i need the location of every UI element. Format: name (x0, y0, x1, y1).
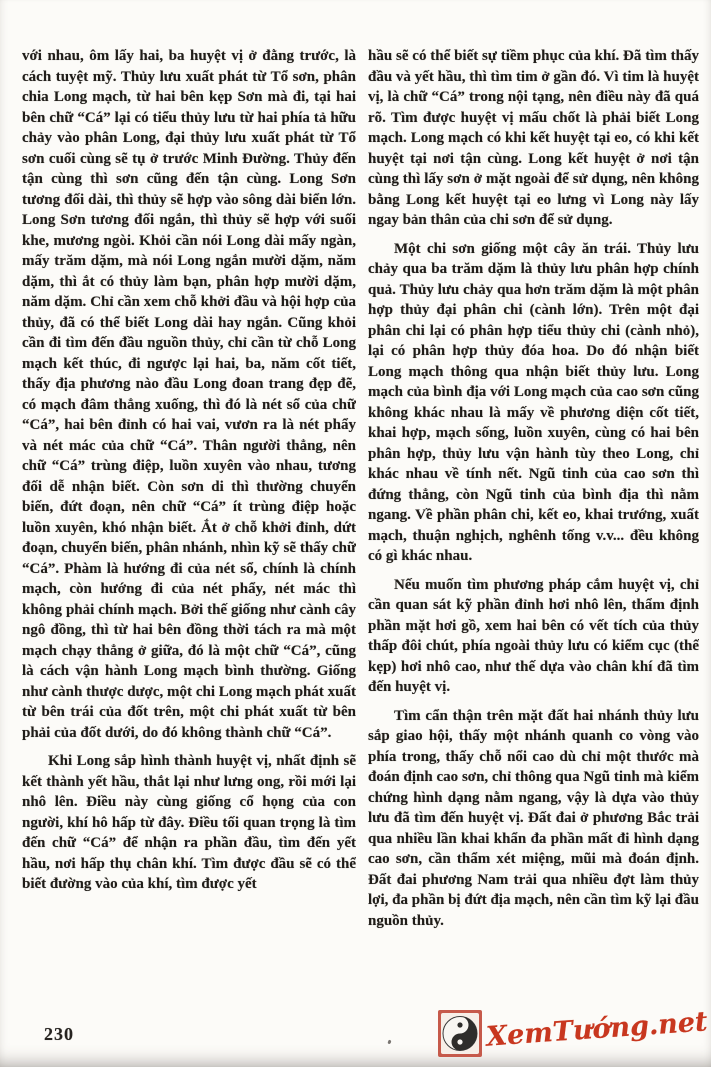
page-number: 230 (44, 1024, 74, 1044)
yin-yang-icon (438, 1010, 482, 1057)
watermark-text: XemTướng.net (485, 1006, 709, 1053)
paragraph: với nhau, ôm lấy hai, ba huyệt vị ở đằng trước, là cách tuyệt mỹ. Thủy lưu xuất phát từ Tổ sơn, phân chia Long mạch, từ hai bên kẹp Sơn mà đi, tại hai bên chữ “Cá” lại có tiểu thủy lưu từ hai phía tả hữu chảy vào phân Long, đại thủy lưu xuất phát từ Tổ sơn cuối cùng sẽ tụ ở trước Minh Đường. Thủy đến tận cùng thì sơn cũng đến tận cùng. Long Sơn tương đối dài, thì thủy sẽ hợp vào sông dài biển lớn. Long Sơn tương đối ngắn, thì thủy sẽ hợp với suối khe, mương ngòi. Khỏi cần nói Long dài mấy ngàn, mấy trăm dặm, mà nói Long ngắn mười dặm, năm dặm, thì ắt có thủy làm bạn, phân hợp mười dặm, năm dặm. Chỉ cần xem chỗ khởi đầu và hội hợp của thủy, đã có thể biết Long dài hay ngắn. Cũng khỏi cần đi tìm đến đầu nguồn thủy, chỉ cần từ chỗ Long mạch kết thúc, đi ngược lại hai, ba, năm cốt tiết, thấy địa phương nào đầu Long đoan trang đẹp đẽ, có mạch đâm thẳng xuống, thì đó là nét sổ của chữ “Cá”, hai bên đỉnh có hai vai, vươn ra là nét phẩy và nét mác của chữ “Cá”. Thân người thẳng, nên chữ “Cá” trùng điệp, luồn xuyên vào nhau, tương đối dễ nhận biết. Còn sơn di thì thường chuyển biến, đứt đoạn, nên chữ “Cá” ít trùng điệp hoặc luồn xuyên, khó nhận biết. Ắt ở chỗ khởi đỉnh, dứt đoạn, chuyển biến, phân nhánh, nhìn kỹ sẽ thấy chữ “Cá”. Phàm là hướng đi của nét sổ, chính là chính mạch, còn hướng đi của nét phẩy, nét mác thì không phải chính mạch. Bởi thế giống như cành cây ngô đồng, thì từ hai bên đồng thời tách ra mà một mạch chạy thẳng ở giữa, đó là một chữ “Cá”, cũng là cách vận hành Long mạch bình thường. Giống như cành thược dược, một chi Long mạch phát xuất từ bên trái của đốt trên, một chi phát xuất từ bên phải của đốt dưới, do đó không thành chữ “Cá”. (22, 48, 356, 741)
left-column (22, 46, 356, 1032)
paragraph: Tìm cẩn thận trên mặt đất hai nhánh thủy lưu sắp giao hội, thấy một nhánh quanh co vòng vào phía trong, thấy chỗ nổi cao dù chỉ một thước mà đoán định cao sơn, chỉ thông qua Ngũ tinh mà kiểm chứng hình dạng nằm ngang, vậy là dựa vào thủy lưu đã tìm đến huyệt vị. Đất đai ở phương Bắc trải qua nhiều lần khai khẩn đa phần mất đi hình dạng cao sơn, cần thẩm xét miệng, mũi mà đoán định. Đất đai phương Nam trải qua nhiều đợt làm thủy lợi, đa phần bị đứt địa mạch, nên cần tìm kỹ lại đầu nguồn thủy. (368, 707, 699, 929)
paragraph: hầu sẽ có thể biết sự tiềm phục của khí. Đã tìm thấy đầu và yết hầu, thì tìm tim ở gần đó. Vì tim là huyệt vị, là chữ “Cá” trong nội tạng, nên điều này đã quá rõ. Tìm được huyệt vị mấu chốt là phải biết Long mạch. Long mạch có khi kết huyệt tại eo, có khi kết huyệt tại nơi tận cùng. Long kết huyệt ở nơi tận cùng thì lấy sơn ở mặt ngoài để sử dụng, nên không bằng Long kết huyệt tại eo lưng vì Long này lấy ngay bản thân của chi sơn để sử dụng. (368, 48, 699, 228)
paragraph: Một chi sơn giống một cây ăn trái. Thủy lưu chảy qua ba trăm dặm là thủy lưu phân hợp chính quả. Thủy lưu chảy qua hơn trăm dặm là một phân hợp thủy đại phân chi (cành lớn). Trên một đại phân chi lại có phân hợp tiểu thủy chi (cành nhỏ), lại có phân hợp thủy đóa hoa. Do đó nhận biết Long mạch thông qua nhận biết thủy lưu. Long mạch của bình địa với Long mạch của cao sơn cũng không khác nhau là mấy về phương diện cốt tiết, khai hợp, mạch sống, luồn xuyên, cùng có hai bên phân hợp, thủy lưu vận hành tùy theo Long, chỉ khác nhau về tính nết. Ngũ tinh của cao sơn thì đứng thẳng, còn Ngũ tinh của bình địa thì nằm ngang. Về phần phân chi, kết eo, khai trướng, xuất mạch, thuận nghịch, nghênh tống v.v... đều không có gì khác nhau. (368, 240, 699, 564)
paragraph: Nếu muốn tìm phương pháp cắm huyệt vị, chỉ cần quan sát kỹ phần đỉnh hơi nhô lên, thẩm định phần mặt hơi gồ, xem hai bên có vết tích của thủy thấp đôi chút, phía ngoài thủy lưu có kiểm cục (thế kẹp) hơi nhô cao, như thế dựa vào chân khí đã tìm đến huyệt vị. (368, 576, 699, 695)
watermark (438, 1006, 709, 1057)
right-column (368, 46, 699, 1032)
paragraph: Khi Long sắp hình thành huyệt vị, nhất định sẽ kết thành yết hầu, thắt lại như lưng ong, rồi mới lại nhô lên. Điều này cùng giống cổ họng của con người, khí hô hấp từ đây. Điều tối quan trọng là tìm đến chữ “Cá” để nhận ra phần đầu, tìm đến yết hầu, nơi hấp thụ chân khí. Tìm được đầu sẽ có thể biết đường vào của khí, tìm được yết (22, 753, 356, 892)
ink-speck (387, 1040, 391, 1045)
